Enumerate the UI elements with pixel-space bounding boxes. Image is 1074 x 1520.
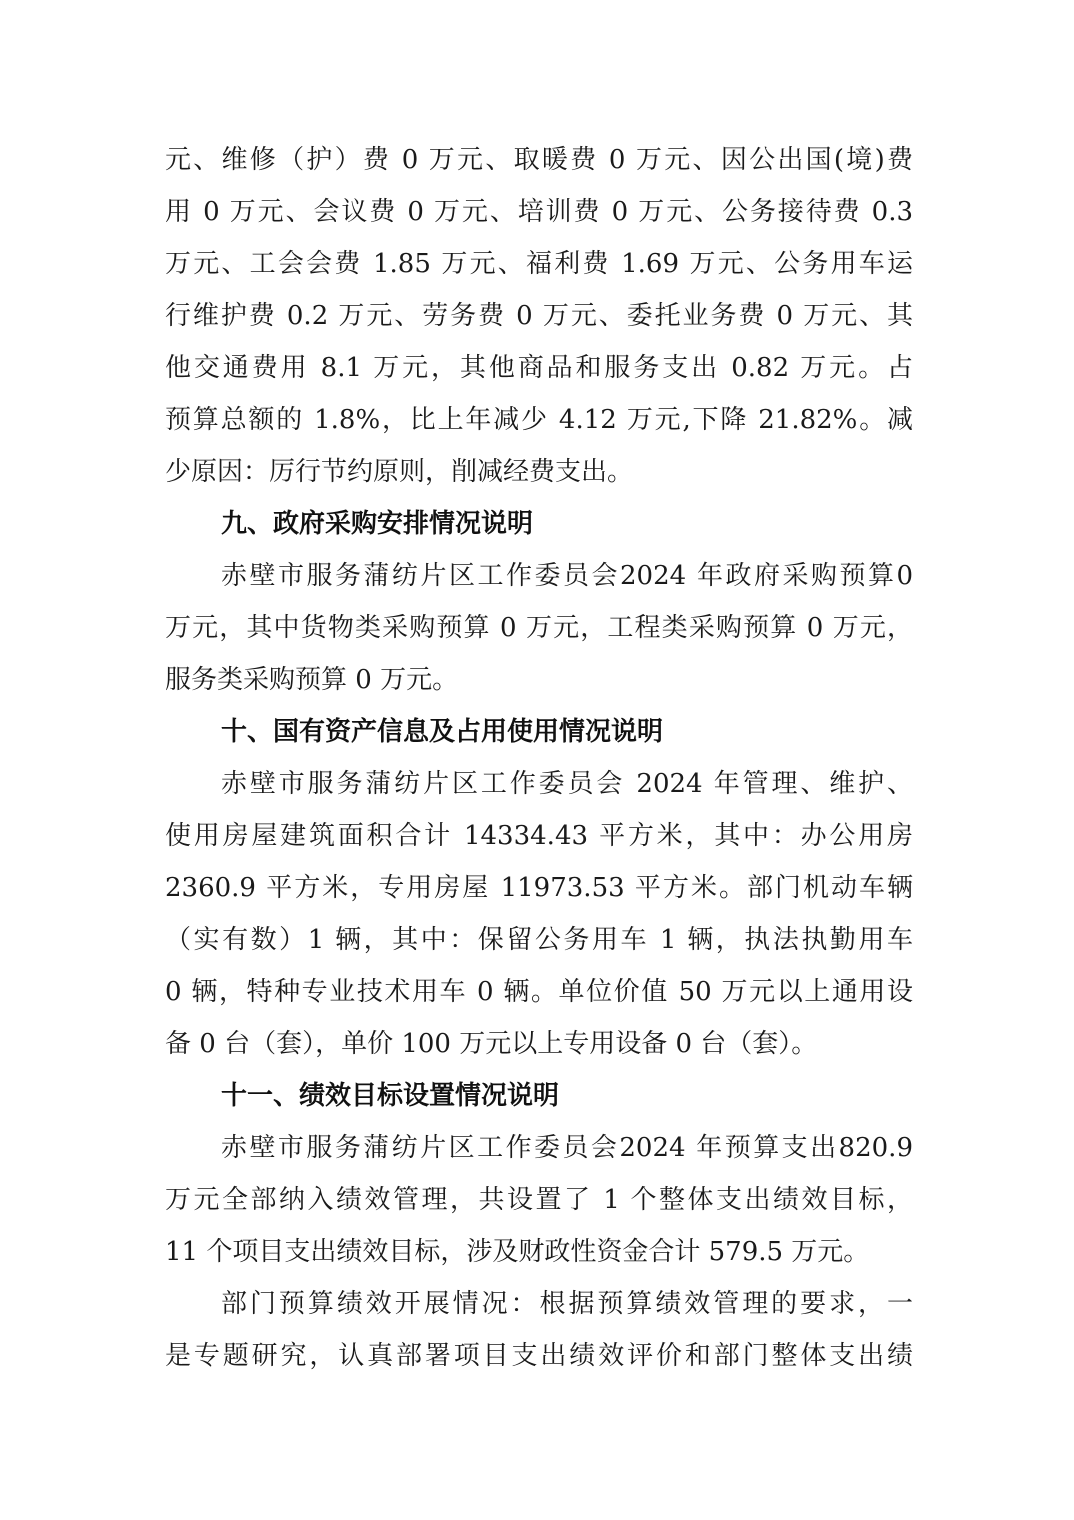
text-line: 服务类采购预算 0 万元。 — [165, 665, 459, 695]
document-page — [165, 134, 913, 1382]
paragraph-state-assets — [165, 758, 913, 1070]
text-line: 2360.9 平方米，专用房屋 11973.53 平方米。部门机动车辆 — [165, 873, 913, 903]
text-line: 是专题研究，认真部署项目支出绩效评价和部门整体支出绩 — [165, 1341, 913, 1371]
text-line: 他交通费用 8.1 万元，其他商品和服务支出 0.82 万元。占 — [165, 353, 913, 383]
text-line: 用 0 万元、会议费 0 万元、培训费 0 万元、公务接待费 0.3 — [165, 197, 913, 227]
text-line: 赤壁市服务蒲纺片区工作委员会2024 年政府采购预算0 — [221, 561, 913, 591]
text-line: （实有数）1 辆，其中：保留公务用车 1 辆，执法执勤用车 — [165, 925, 913, 955]
text-line: 11 个项目支出绩效目标，涉及财政性资金合计 579.5 万元。 — [165, 1237, 870, 1267]
paragraph-procurement — [165, 550, 913, 706]
paragraph-performance-progress — [165, 1278, 913, 1382]
text-line: 使用房屋建筑面积合计 14334.43 平方米，其中：办公用房 — [165, 821, 913, 851]
text-line: 备 0 台（套），单价 100 万元以上专用设备 0 台（套）。 — [165, 1029, 818, 1059]
section-heading-state-assets: 十、国有资产信息及占用使用情况说明 — [221, 717, 664, 747]
text-line: 部门预算绩效开展情况：根据预算绩效管理的要求，一 — [221, 1289, 913, 1319]
section-heading-procurement: 九、政府采购安排情况说明 — [221, 509, 534, 539]
text-line: 万元、工会会费 1.85 万元、福利费 1.69 万元、公务用车运 — [165, 249, 913, 279]
text-line: 预算总额的 1.8%，比上年减少 4.12 万元,下降 21.82%。减 — [165, 405, 913, 435]
text-line: 万元，其中货物类采购预算 0 万元，工程类采购预算 0 万元， — [165, 613, 913, 643]
text-line: 元、维修（护）费 0 万元、取暖费 0 万元、因公出国(境)费 — [165, 145, 913, 175]
text-line: 少原因：厉行节约原则，削减经费支出。 — [165, 457, 634, 487]
text-line: 赤壁市服务蒲纺片区工作委员会2024 年预算支出820.9 — [221, 1133, 913, 1163]
text-line: 赤壁市服务蒲纺片区工作委员会 2024 年管理、维护、 — [221, 769, 913, 799]
paragraph-expense-detail — [165, 134, 913, 498]
text-line: 行维护费 0.2 万元、劳务费 0 万元、委托业务费 0 万元、其 — [165, 301, 913, 331]
text-line: 0 辆，特种专业技术用车 0 辆。单位价值 50 万元以上通用设 — [165, 977, 913, 1007]
paragraph-performance-budget — [165, 1122, 913, 1278]
section-heading-performance-targets: 十一、绩效目标设置情况说明 — [221, 1081, 560, 1111]
text-line: 万元全部纳入绩效管理，共设置了 1 个整体支出绩效目标， — [165, 1185, 913, 1215]
